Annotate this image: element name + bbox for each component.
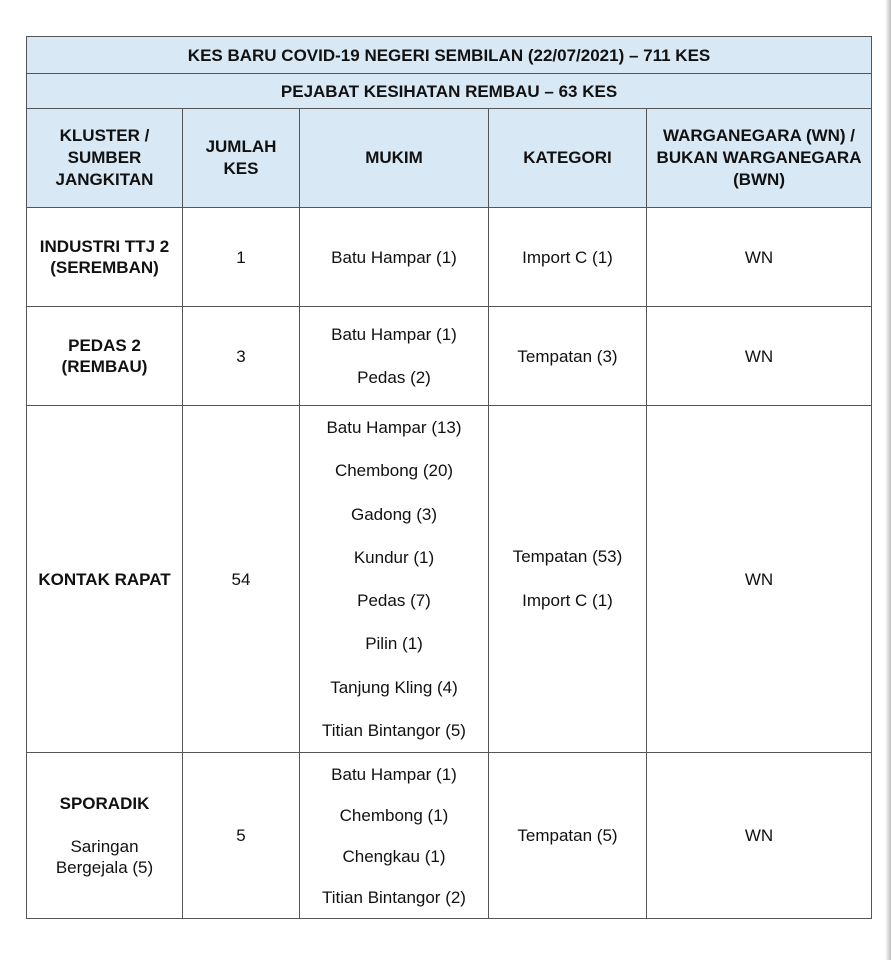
category-item: Tempatan (53) — [512, 547, 623, 567]
cluster-cell: KONTAK RAPAT — [27, 406, 183, 753]
table-row — [27, 406, 872, 753]
table-title: KES BARU COVID-19 NEGERI SEMBILAN (22/07/2021) – 711 KES — [27, 37, 872, 74]
category-item: Import C (1) — [522, 591, 613, 611]
category-item: Tempatan (3) — [517, 346, 618, 366]
category-cell — [489, 753, 647, 919]
table-row — [27, 208, 872, 307]
cluster-cell: PEDAS 2 (REMBAU) — [27, 307, 183, 406]
cases-cell: 1 — [183, 208, 300, 307]
header-mukim: MUKIM — [300, 109, 489, 208]
category-cell — [489, 307, 647, 406]
cluster-cell — [27, 753, 183, 919]
mukim-item: Pedas (2) — [357, 368, 431, 387]
mukim-item: Batu Hampar (13) — [326, 418, 462, 437]
cases-cell: 54 — [183, 406, 300, 753]
mukim-item: Chengkau (1) — [342, 846, 446, 866]
mukim-item: Batu Hampar (1) — [331, 247, 457, 267]
mukim-item: Pedas (7) — [357, 591, 431, 611]
page-edge-shadow — [885, 0, 891, 960]
cluster-name: SPORADIK — [59, 794, 150, 814]
cluster-cell: INDUSTRI TTJ 2 (SEREMBAN) — [27, 208, 183, 307]
table-subtitle: PEJABAT KESIHATAN REMBAU – 63 KES — [27, 74, 872, 109]
citizenship-cell: WN — [647, 753, 872, 919]
header-cluster: KLUSTER / SUMBER JANGKITAN — [27, 109, 183, 208]
mukim-item: Kundur (1) — [353, 547, 435, 567]
mukim-cell — [300, 753, 489, 919]
mukim-item: Pilin (1) — [365, 634, 423, 654]
header-category: KATEGORI — [489, 109, 647, 208]
mukim-item: Batu Hampar (1) — [331, 764, 457, 784]
category-item: Import C (1) — [522, 247, 613, 267]
mukim-item: Chembong (20) — [334, 461, 454, 481]
cases-cell: 5 — [183, 753, 300, 919]
table-row — [27, 753, 872, 919]
cluster-spacer — [33, 814, 176, 836]
header-citizenship: WARGANEGARA (WN) / BUKAN WARGANEGARA (BWN) — [647, 109, 872, 208]
citizenship-cell: WN — [647, 307, 872, 406]
covid-cases-table — [26, 36, 872, 919]
mukim-item: Titian Bintangor (5) — [322, 721, 466, 741]
mukim-item: Gadong (3) — [351, 504, 437, 524]
mukim-item: Tanjung Kling (4) — [330, 677, 458, 697]
table-row — [27, 307, 872, 406]
citizenship-cell: WN — [647, 208, 872, 307]
mukim-cell — [300, 406, 489, 753]
table-title-row — [27, 37, 872, 74]
cluster-note: Saringan Bergejala (5) — [55, 837, 154, 878]
category-item: Tempatan (5) — [517, 826, 618, 846]
category-cell — [489, 406, 647, 753]
column-header-row — [27, 109, 872, 208]
cases-cell: 3 — [183, 307, 300, 406]
mukim-item: Batu Hampar (1) — [331, 325, 457, 344]
header-cases: JUMLAH KES — [183, 109, 300, 208]
mukim-item: Titian Bintangor (2) — [322, 887, 466, 907]
mukim-cell — [300, 208, 489, 307]
mukim-item: Chembong (1) — [339, 805, 449, 825]
category-cell — [489, 208, 647, 307]
citizenship-cell: WN — [647, 406, 872, 753]
mukim-cell — [300, 307, 489, 406]
table-subtitle-row — [27, 74, 872, 109]
